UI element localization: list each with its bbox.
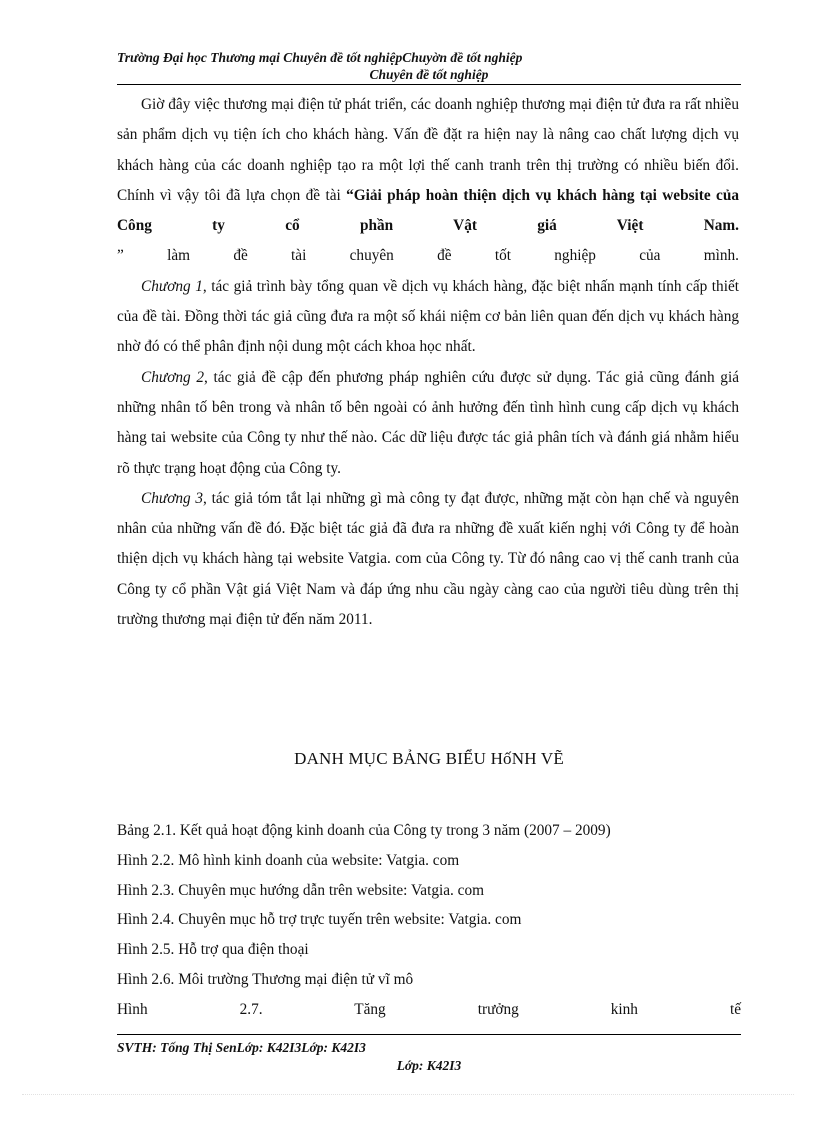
thesis-title: “Giải pháp hoàn thiện dịch vụ khách hàng tại website của Công ty cổ phần Vật giá Việt Nam.: [117, 186, 739, 235]
intro-paragraph-end: [117, 241, 739, 271]
chapter-3-text: , tác giả tóm tắt lại những gì mà công ty đạt được, những mặt còn hạn chế và nguyên nhân của những vấn đề đó. Đặc biệt tác giả đã đưa ra những đề xuất kiến nghị với Công ty để hoàn thiện dịch vụ khách hàng tại website Vatgia. com của Công ty. Từ đó nâng cao vị thế canh tranh của Công ty cổ phần Vật giá Việt Nam và đáp ứng nhu cầu ngày càng cao của người tiêu dùng trên thị trường thương mại điện tử đến năm 2011.: [117, 489, 739, 629]
chapter-1-label: Chương 1: [141, 277, 203, 295]
intro-paragraph: [117, 90, 739, 241]
page-header: [117, 49, 741, 85]
figure-list: [117, 816, 741, 1025]
chapter-3-paragraph: [117, 484, 739, 635]
list-item: Bảng 2.1. Kết quả hoạt động kinh doanh của Công ty trong 3 năm (2007 – 2009): [117, 822, 611, 839]
chapter-1-paragraph: [117, 272, 739, 363]
chapter-2-text: , tác giả đề cập đến phương pháp nghiên cứu được sử dụng. Tác giả cũng đánh giá những nhân tố bên trong và nhân tố bên ngoài có ảnh hưởng đến tình hình cung cấp dịch vụ khách hàng tai website của Công ty như thế nào. Các dữ liệu được tác giả phân tích và đánh giá nhằm hiểu rõ thực trạng hoạt động của Công ty.: [117, 368, 739, 477]
footer-line-2: Lớp: K42I3: [396, 1058, 462, 1073]
chapter-2-paragraph: [117, 363, 739, 484]
figure-list-title: DANH MỤC BẢNG BIỂU HốNH VẼ: [294, 749, 564, 768]
intro-text: Giờ đây việc thương mại điện tử phát triển, các doanh nghiệp thương mại điện tử đưa ra rất nhiều sản phẩm dịch vụ tiện ích cho khách hàng. Vấn đề đặt ra hiện nay là nâng cao chất lượng dịch vụ khách hàng của các doanh nghiệp tạo ra một lợi thế canh tranh trên thị trường có nhiều biến đổi. Chính vì vậy tôi đã lựa chọn đề tài: [117, 96, 739, 204]
page-edge-divider: [22, 1094, 794, 1095]
list-item: Hình 2.2. Mô hình kinh doanh của website: Vatgia. com: [117, 851, 460, 869]
list-item: Hình 2.4. Chuyên mục hỗ trợ trực tuyến trên website: Vatgia. com: [117, 911, 522, 929]
header-line-1: Trường Đại học Thương mại Chuyên đề tốt nghiệpChuyờn đề tốt nghiệp: [117, 50, 523, 65]
list-item: Hình 2.6. Môi trường Thương mại điện tử vĩ mô: [117, 970, 414, 988]
page-footer: [117, 1034, 741, 1075]
list-item: Hình 2.3. Chuyên mục hướng dẫn trên website: Vatgia. com: [117, 881, 485, 899]
list-item: Hình 2.5. Hỗ trợ qua điện thoại: [117, 941, 309, 959]
chapter-3-label: Chương 3: [141, 489, 204, 507]
chapter-1-text: , tác giả trình bày tổng quan về dịch vụ khách hàng, đặc biệt nhấn mạnh tính cấp thiết của đề tài. Đồng thời tác giả cũng đưa ra một số khái niệm cơ bản liên quan đến dịch vụ khách hàng nhờ đó có thể phân định nội dung một cách khoa học nhất.: [117, 277, 739, 356]
footer-line-1: SVTH: Tống Thị SenLớp: K42I3Lớp: K42I3: [117, 1040, 366, 1055]
intro-text-end: ” làm đề tài chuyên đề tốt nghiệp của mình.: [117, 247, 739, 265]
document-body: [117, 90, 739, 635]
chapter-2-label: Chương 2: [141, 368, 205, 386]
list-item: Hình 2.7. Tăng trưởng kinh tế: [117, 1000, 741, 1018]
header-line-2: Chuyên đề tốt nghiệp: [369, 67, 489, 82]
